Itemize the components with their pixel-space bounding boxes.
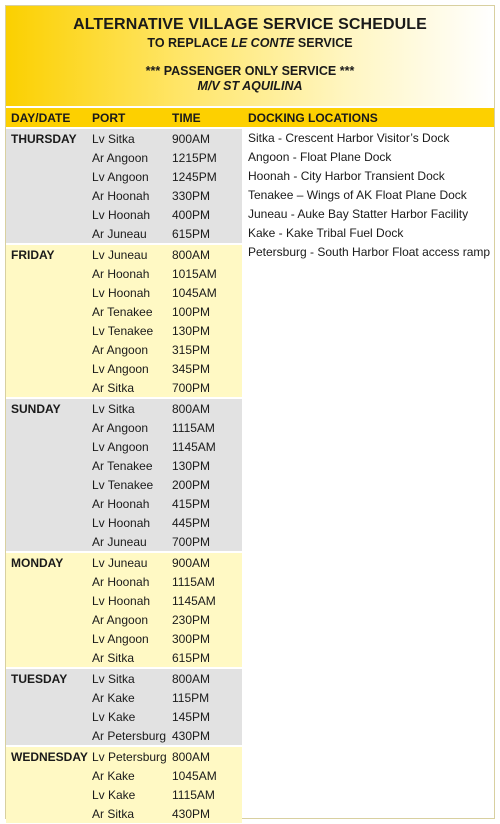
time-cell: 1145AM <box>172 440 216 454</box>
subtitle-vessel-replaced: LE CONTE <box>231 36 295 50</box>
docking-location-item: Angoon - Float Plane Dock <box>248 150 392 164</box>
time-cell: 130PM <box>172 324 211 338</box>
port-cell: Ar Sitka <box>92 381 135 395</box>
table-row <box>6 572 242 591</box>
time-cell: 1115AM <box>172 788 215 802</box>
passenger-note: *** PASSENGER ONLY SERVICE *** <box>145 64 355 78</box>
time-cell: 300PM <box>172 632 211 646</box>
table-row <box>6 302 242 321</box>
time-cell: 1115AM <box>172 421 215 435</box>
time-cell: 115PM <box>172 691 210 705</box>
port-cell: Ar Juneau <box>92 227 147 241</box>
table-row <box>6 648 242 667</box>
port-cell: Lv Hoonah <box>92 594 151 608</box>
schedule-subtitle <box>6 36 494 50</box>
docking-location-item: Juneau - Auke Bay Statter Harbor Facility <box>248 207 469 221</box>
port-cell: Lv Angoon <box>92 632 149 646</box>
table-row <box>6 456 242 475</box>
table-row <box>6 378 242 397</box>
table-row <box>6 264 242 283</box>
vessel-name: ST AQUILINA <box>223 79 303 93</box>
day-group-sunday <box>6 397 242 551</box>
table-row <box>6 804 242 823</box>
subtitle-suffix: SERVICE <box>294 36 353 50</box>
port-cell: Ar Kake <box>92 691 135 705</box>
table-row <box>6 475 242 494</box>
port-cell: Ar Angoon <box>92 151 149 165</box>
day-label: WEDNESDAY <box>11 750 88 764</box>
table-row <box>6 494 242 513</box>
vessel-prefix: M/V <box>197 79 224 93</box>
docking-locations-list <box>248 129 490 262</box>
time-cell: 100PM <box>172 305 211 319</box>
port-cell: Lv Angoon <box>92 440 149 454</box>
port-cell: Lv Sitka <box>92 402 135 416</box>
table-row <box>6 532 242 551</box>
port-cell: Lv Kake <box>92 710 136 724</box>
port-cell: Ar Juneau <box>92 535 147 549</box>
table-row <box>6 283 242 302</box>
port-cell: Lv Tenakee <box>92 324 154 338</box>
docking-location-item: Tenakee – Wings of AK Float Plane Dock <box>248 188 467 202</box>
time-cell: 1045AM <box>172 286 217 300</box>
docking-location-item: Hoonah - City Harbor Transient Dock <box>248 169 445 183</box>
table-row <box>6 785 242 804</box>
time-cell: 400PM <box>172 208 211 222</box>
time-cell: 445PM <box>172 516 211 530</box>
table-row <box>6 148 242 167</box>
port-cell: Lv Angoon <box>92 170 149 184</box>
schedule-title: ALTERNATIVE VILLAGE SERVICE SCHEDULE <box>73 16 427 33</box>
vessel-line <box>6 79 494 93</box>
table-row <box>6 340 242 359</box>
day-group-thursday <box>6 129 242 243</box>
day-group-monday <box>6 551 242 667</box>
day-label: THURSDAY <box>11 132 77 146</box>
table-row <box>6 167 242 186</box>
time-cell: 330PM <box>172 189 211 203</box>
column-header-port: PORT <box>92 111 126 125</box>
time-cell: 615PM <box>172 651 211 665</box>
time-cell: 200PM <box>172 478 211 492</box>
port-cell: Ar Hoonah <box>92 189 150 203</box>
table-row <box>6 688 242 707</box>
port-cell: Lv Kake <box>92 788 136 802</box>
time-cell: 1015AM <box>172 267 217 281</box>
time-cell: 415PM <box>172 497 211 511</box>
column-header-day: DAY/DATE <box>11 111 71 125</box>
table-row <box>6 610 242 629</box>
schedule-header <box>6 6 494 106</box>
time-cell: 700PM <box>172 535 211 549</box>
day-label: MONDAY <box>11 556 64 570</box>
table-row <box>6 747 242 766</box>
table-row <box>6 224 242 243</box>
time-cell: 1045AM <box>172 769 217 783</box>
time-cell: 800AM <box>172 248 211 262</box>
port-cell: Ar Sitka <box>92 651 135 665</box>
table-row <box>6 629 242 648</box>
time-cell: 800AM <box>172 750 211 764</box>
port-cell: Ar Sitka <box>92 807 135 821</box>
table-row <box>6 205 242 224</box>
table-row <box>6 186 242 205</box>
port-cell: Ar Angoon <box>92 421 149 435</box>
time-cell: 230PM <box>172 613 211 627</box>
table-row <box>6 437 242 456</box>
port-cell: Ar Petersburg <box>92 729 167 743</box>
table-row <box>6 418 242 437</box>
time-cell: 145PM <box>172 710 211 724</box>
port-cell: Lv Angoon <box>92 362 149 376</box>
time-cell: 1215PM <box>172 151 217 165</box>
time-cell: 345PM <box>172 362 211 376</box>
time-cell: 1145AM <box>172 594 216 608</box>
port-cell: Ar Angoon <box>92 343 149 357</box>
table-row <box>6 359 242 378</box>
time-cell: 1115AM <box>172 575 215 589</box>
table-row <box>6 669 242 688</box>
port-cell: Lv Juneau <box>92 556 148 570</box>
table-row <box>6 726 242 745</box>
table-row <box>6 553 242 572</box>
docking-location-item: Petersburg - South Harbor Float access ramp <box>248 245 491 259</box>
port-cell: Ar Kake <box>92 769 135 783</box>
port-cell: Lv Tenakee <box>92 478 154 492</box>
port-cell: Lv Sitka <box>92 672 135 686</box>
time-cell: 800AM <box>172 672 211 686</box>
time-cell: 900AM <box>172 556 211 570</box>
port-cell: Lv Hoonah <box>92 208 151 222</box>
port-cell: Lv Juneau <box>92 248 148 262</box>
port-cell: Ar Hoonah <box>92 497 150 511</box>
port-cell: Lv Hoonah <box>92 286 151 300</box>
time-cell: 700PM <box>172 381 211 395</box>
time-cell: 430PM <box>172 807 211 821</box>
port-cell: Ar Angoon <box>92 613 149 627</box>
port-cell: Lv Petersburg <box>92 750 167 764</box>
day-label: TUESDAY <box>11 672 68 686</box>
table-row <box>6 513 242 532</box>
time-cell: 430PM <box>172 729 211 743</box>
column-header-docking: DOCKING LOCATIONS <box>248 111 378 125</box>
port-cell: Ar Tenakee <box>92 305 153 319</box>
docking-location-item: Kake - Kake Tribal Fuel Dock <box>248 226 404 240</box>
table-row <box>6 321 242 340</box>
table-row <box>6 591 242 610</box>
day-group-friday <box>6 243 242 397</box>
day-group-tuesday <box>6 667 242 745</box>
port-cell: Ar Hoonah <box>92 267 150 281</box>
docking-location-item: Sitka - Crescent Harbor Visitor’s Dock <box>248 131 450 145</box>
table-row <box>6 245 242 264</box>
table-row <box>6 766 242 785</box>
day-label: SUNDAY <box>11 402 61 416</box>
table-row <box>6 129 242 148</box>
time-cell: 315PM <box>172 343 211 357</box>
time-cell: 1245PM <box>172 170 217 184</box>
schedule-card <box>5 5 495 819</box>
time-cell: 800AM <box>172 402 211 416</box>
time-cell: 130PM <box>172 459 211 473</box>
port-cell: Ar Tenakee <box>92 459 153 473</box>
port-cell: Ar Hoonah <box>92 575 150 589</box>
time-cell: 900AM <box>172 132 211 146</box>
table-row <box>6 399 242 418</box>
port-cell: Lv Hoonah <box>92 516 151 530</box>
port-cell: Lv Sitka <box>92 132 135 146</box>
day-label: FRIDAY <box>11 248 55 262</box>
table-row <box>6 707 242 726</box>
subtitle-prefix: TO REPLACE <box>147 36 232 50</box>
column-header-time: TIME <box>172 111 201 125</box>
day-group-wednesday <box>6 745 242 823</box>
column-header-row <box>6 108 494 127</box>
time-cell: 615PM <box>172 227 211 241</box>
